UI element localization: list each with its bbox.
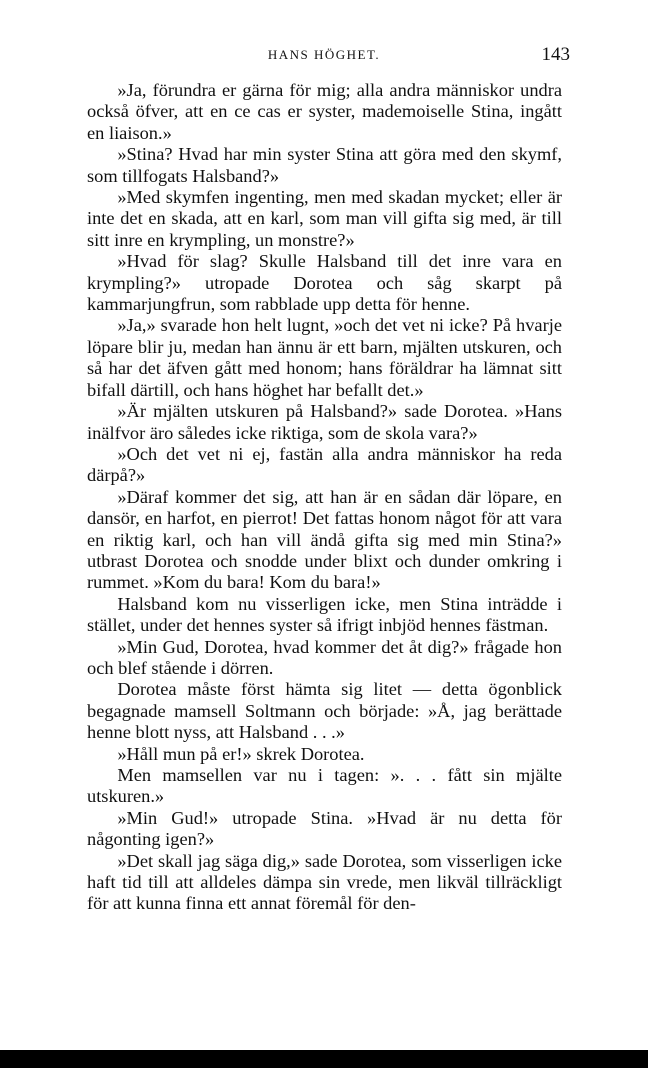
paragraph: »Ja,» svarade hon helt lugnt, »och det vet ni icke? På hvarje löpare blir ju, medan han ännu är ett barn, mjälten utskuren, och så har det äfven gått med honom; hans föräldrar ha lämnat sitt bifall därtill, och hans höghet har befallt det.» [87, 315, 562, 400]
paragraph: »Är mjälten utskuren på Halsband?» sade Dorotea. »Hans inälfvor äro således icke riktiga, som de skola vara?» [87, 401, 562, 443]
page-number: 143 [541, 44, 570, 65]
paragraph: »Min Gud!» utropade Stina. »Hvad är nu detta för någonting igen?» [87, 807, 562, 850]
paragraph: »Och det vet ni ej, fastän alla andra människor ha reda därpå?» [87, 443, 562, 486]
paragraph: »Hvad för slag? Skulle Halsband till det inre vara en krympling?» utropade Dorotea och såg skarpt på kammarjungfrun, som rabblade upp detta för henne. [87, 251, 562, 315]
paragraph: »Min Gud, Dorotea, hvad kommer det åt dig?» frågade hon och blef stående i dörren. [87, 636, 562, 678]
paragraph: »Det skall jag säga dig,» sade Dorotea, som visserligen icke haft tid till att alldeles dämpa sin vrede, men likväl tillräckligt för att kunna finna ett annat föremål för den- [87, 850, 562, 914]
paragraph: Dorotea måste först hämta sig litet — detta ögonblick begagnade mamsell Soltmann och började: »Å, jag berättade henne blott nyss, att Halsband . . .» [87, 679, 562, 743]
paragraph: »Ja, förundra er gärna för mig; alla andra människor undra också öfver, att en ce cas er syster, mademoiselle Stina, ingått en liaison.» [87, 80, 562, 143]
page-header [0, 44, 648, 68]
paragraph: »Däraf kommer det sig, att han är en sådan där löpare, en dansör, en harfot, en pierrot! Det fattas honom något för att vara en riktig karl, och han vill ändå gifta sig med min Stina?» utbrast Dorotea och snodde under blixt och dunder omkring i rummet. »Kom du bara! Kom du bara!» [87, 486, 562, 593]
paragraph: »Stina? Hvad har min syster Stina att göra med den skymf, som tillfogats Halsband?» [87, 144, 562, 186]
scan-edge-bar [0, 1050, 648, 1068]
paragraph: »Håll mun på er!» skrek Dorotea. [117, 743, 365, 764]
paragraph: »Med skymfen ingenting, men med skadan mycket; eller är inte det en skada, att en karl, som man vill gifta sig med, är till sitt inre en krympling, un monstre?» [87, 187, 562, 250]
running-head: HANS HÖGHET. [267, 47, 381, 62]
paragraph: Halsband kom nu visserligen icke, men Stina inträdde i stället, under det hennes syster så ifrigt inbjöd hennes fästman. [87, 593, 562, 636]
body-text [87, 80, 562, 915]
paragraph: Men mamsellen var nu i tagen: ». . . fått sin mjälte utskuren.» [87, 765, 562, 807]
